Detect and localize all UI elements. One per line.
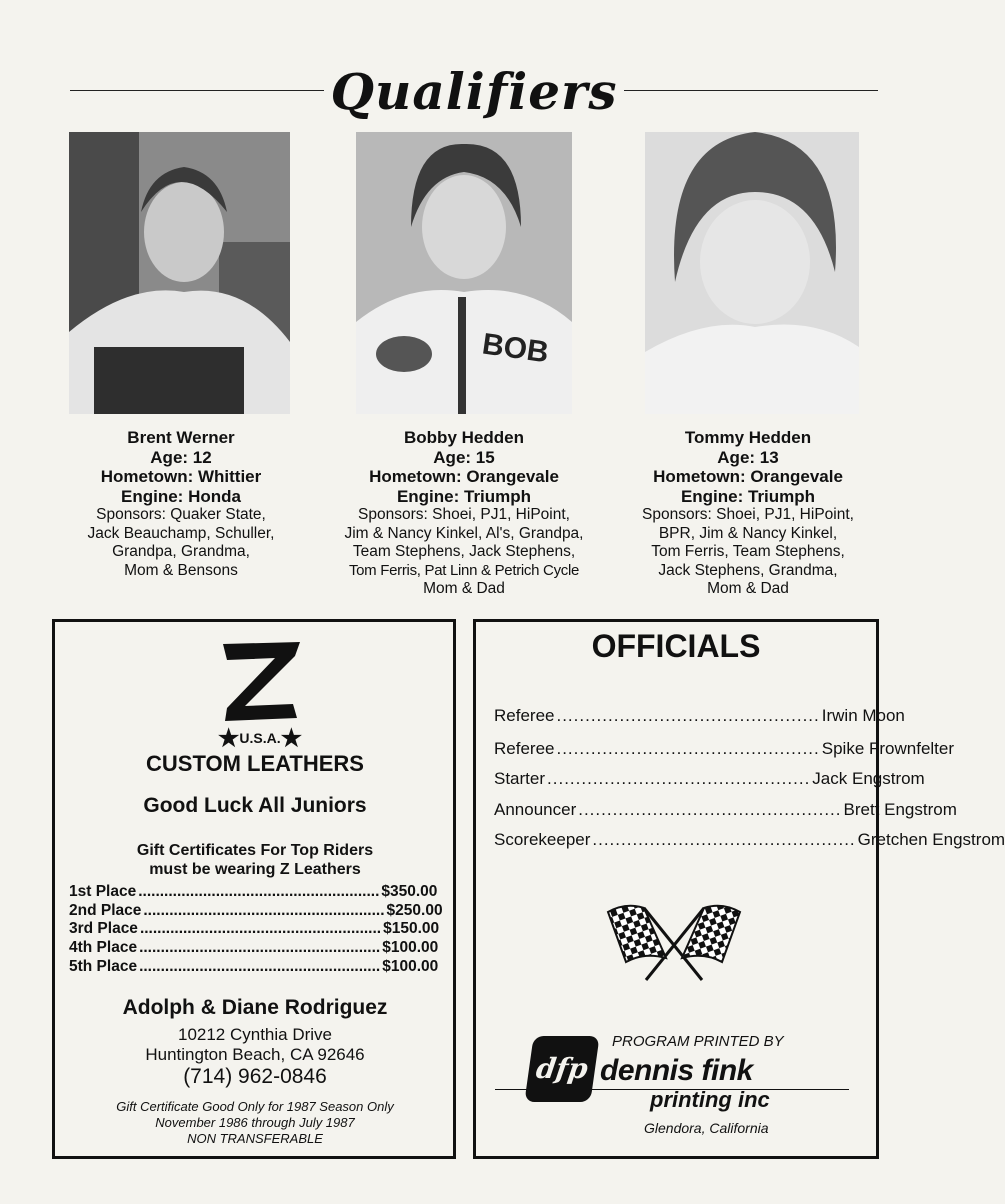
rider-engine: Engine: Triumph bbox=[396, 486, 532, 506]
rider-photo-brent bbox=[69, 132, 290, 414]
sponsor-line: Tom Ferris, Pat Linn & Petrich Cycle bbox=[348, 561, 580, 579]
dfp-logo-icon: dfp bbox=[524, 1036, 599, 1102]
ad-address: Huntington Beach, CA 92646 bbox=[145, 1045, 365, 1064]
ad-heading: CUSTOM LEATHERS bbox=[146, 751, 364, 776]
rider-name: Tommy Hedden bbox=[684, 428, 812, 447]
rider-engine: Engine: Triumph bbox=[680, 486, 816, 506]
official-row: Announcer .............................................. Brett Engstrom bbox=[494, 800, 957, 819]
ad-gift-line: Gift Certificates For Top Riders bbox=[136, 842, 374, 859]
official-row: Scorekeeper .............................................. Gretchen Engstrom bbox=[494, 830, 1005, 849]
printed-by-label: PROGRAM PRINTED BY bbox=[612, 1033, 784, 1050]
prize-row: 4th Place ........................................................ $100.00 bbox=[69, 939, 439, 956]
prize-row: 3rd Place ........................................................ $150.00 bbox=[69, 920, 440, 937]
sponsor-line: Mom & Dad bbox=[707, 580, 789, 598]
prize-row: 1st Place ........................................................ $350.00 bbox=[69, 883, 438, 900]
rider-bio-bobby bbox=[322, 428, 606, 599]
checkered-flags-icon bbox=[606, 900, 742, 982]
sponsor-line: Team Stephens, Jack Stephens, bbox=[352, 543, 576, 561]
sponsor-line: Sponsors: Quaker State, bbox=[96, 506, 266, 523]
jacket-text: BOB bbox=[480, 327, 551, 370]
ad-fine-print: November 1986 through July 1987 bbox=[155, 1115, 355, 1130]
rider-bio-tommy bbox=[622, 428, 874, 599]
sponsor-line: Mom & Dad bbox=[423, 580, 505, 598]
ad-fine-print: NON TRANSFERABLE bbox=[187, 1131, 323, 1146]
prize-row: 2nd Place ........................................................ $250.00 bbox=[69, 902, 443, 919]
page-title: Qualifiers bbox=[70, 62, 878, 121]
official-row: Referee .............................................. Spike Frownfelter bbox=[494, 739, 955, 758]
ad-fine-print: Gift Certificate Good Only for 1987 Season Only bbox=[116, 1099, 394, 1114]
officials-heading: OFFICIALS bbox=[591, 628, 761, 664]
sponsor-line: Jim & Nancy Kinkel, Al's, Grandpa, bbox=[344, 524, 584, 542]
ad-gift-line: must be wearing Z Leathers bbox=[149, 861, 361, 878]
z-logo-icon bbox=[215, 636, 305, 726]
official-row: Referee .............................................. Irwin Moon bbox=[494, 706, 905, 725]
sponsor-line: Sponsors: Shoei, PJ1, HiPoint, bbox=[642, 506, 854, 523]
rider-photo-tommy bbox=[645, 132, 859, 414]
sponsor-line: Tom Ferris, Team Stephens, bbox=[651, 543, 845, 561]
printer-city: Glendora, California bbox=[644, 1120, 769, 1136]
rider-name: Bobby Hedden bbox=[404, 428, 524, 447]
star-icon: ★ bbox=[217, 725, 240, 752]
printer-name: dennis fink bbox=[600, 1054, 753, 1087]
sponsor-line: Jack Beauchamp, Schuller, bbox=[87, 524, 275, 542]
sponsor-line: Mom & Bensons bbox=[124, 561, 238, 579]
printer-name: printing inc bbox=[650, 1087, 770, 1112]
sponsor-line: Jack Stephens, Grandma, bbox=[658, 561, 838, 579]
ad-owners: Adolph & Diane Rodriguez bbox=[122, 996, 388, 1019]
z-usa-label: ★U.S.A.★ bbox=[217, 725, 303, 752]
sponsor-line: Grandpa, Grandma, bbox=[112, 543, 250, 561]
rider-bio-brent bbox=[60, 428, 302, 580]
ad-phone: (714) 962-0846 bbox=[183, 1065, 327, 1088]
rider-age: Age: 12 bbox=[150, 447, 212, 467]
ad-good-luck: Good Luck All Juniors bbox=[143, 794, 367, 817]
rider-age: Age: 13 bbox=[717, 447, 779, 467]
page-header bbox=[70, 60, 878, 120]
prize-row: 5th Place ........................................................ $100.00 bbox=[69, 958, 439, 975]
rider-engine: Engine: Honda bbox=[121, 486, 241, 506]
sponsor-line: BPR, Jim & Nancy Kinkel, bbox=[658, 524, 838, 542]
rider-age: Age: 15 bbox=[433, 447, 495, 467]
rider-hometown: Hometown: Whittier bbox=[100, 467, 262, 486]
rider-hometown: Hometown: Orangevale bbox=[369, 467, 559, 486]
ad-address: 10212 Cynthia Drive bbox=[177, 1025, 333, 1044]
rider-name: Brent Werner bbox=[127, 428, 235, 447]
rider-photo-bobby bbox=[356, 132, 572, 414]
rider-hometown: Hometown: Orangevale bbox=[653, 467, 843, 486]
star-icon: ★ bbox=[280, 725, 303, 752]
official-row: Starter .............................................. Jack Engstrom bbox=[494, 769, 925, 788]
sponsor-line: Sponsors: Shoei, PJ1, HiPoint, bbox=[358, 506, 570, 523]
